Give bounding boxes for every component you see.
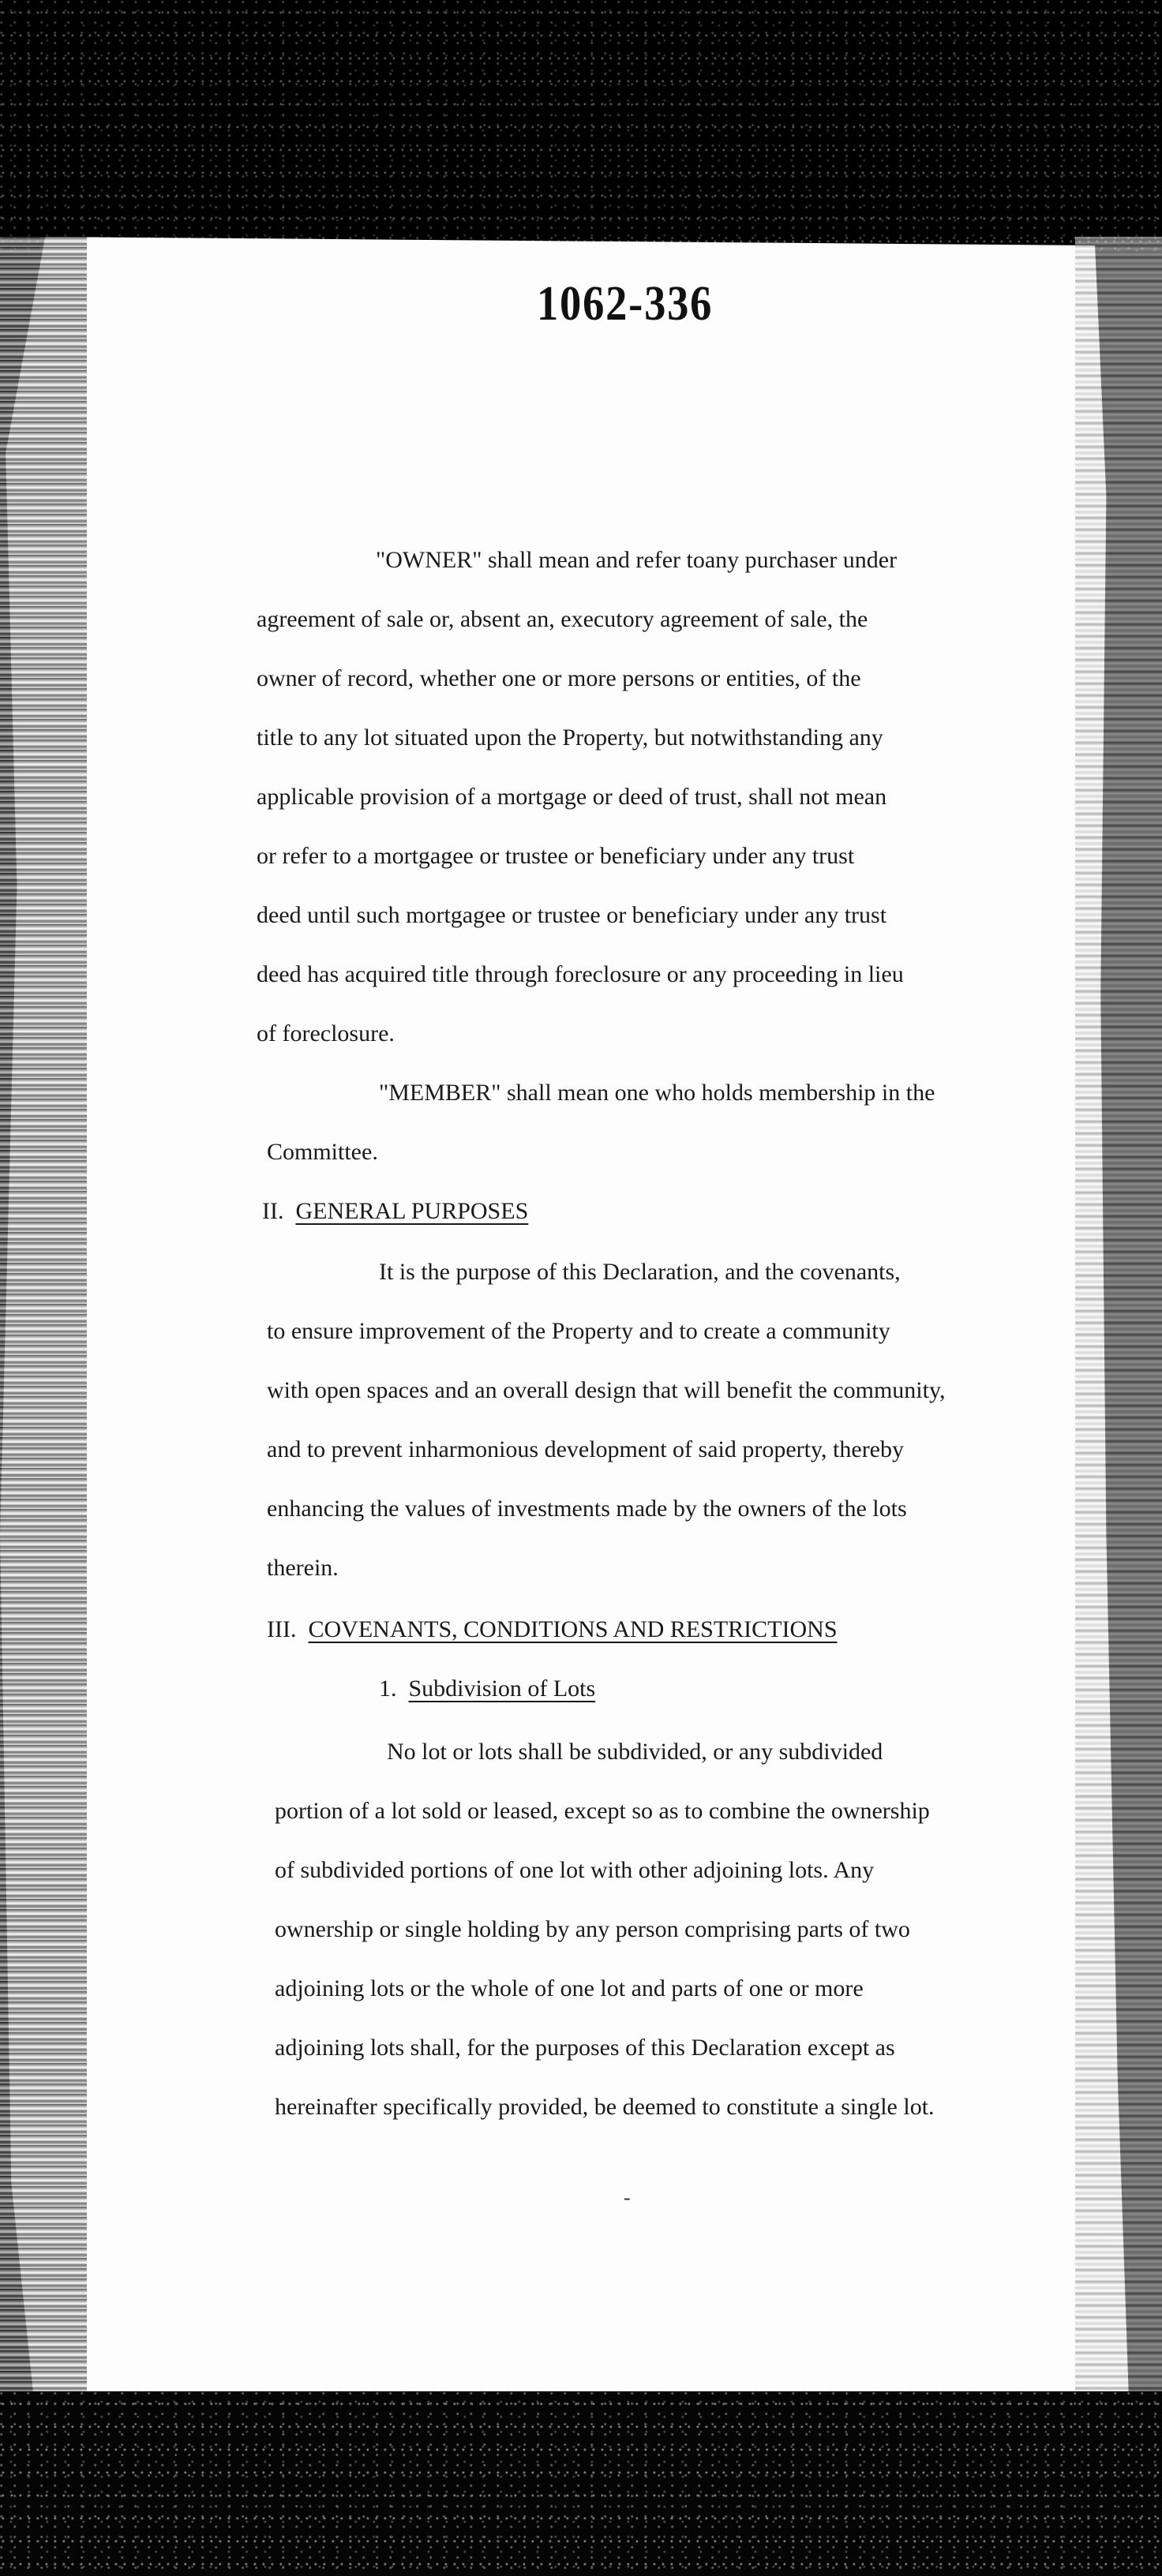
member-definition-line: "MEMBER" shall mean one who holds membership in the xyxy=(379,1080,935,1106)
general-purposes-line: to ensure improvement of the Property and to create a community xyxy=(267,1318,890,1344)
scan-noise-bottom xyxy=(0,2391,1162,2576)
owner-definition-line: deed until such mortgagee or trustee or beneficiary under any trust xyxy=(257,902,887,928)
subdivision-line: of subdivided portions of one lot with other adjoining lots. Any xyxy=(275,1857,875,1883)
footer-mark: - xyxy=(624,2186,631,2209)
section-number: II. xyxy=(262,1198,284,1224)
general-purposes-line: enhancing the values of investments made by the owners of the lots xyxy=(267,1496,907,1522)
section-title: COVENANTS, CONDITIONS AND RESTRICTIONS xyxy=(308,1616,838,1642)
section-heading-covenants xyxy=(267,1618,838,1642)
scan-left-edge xyxy=(0,237,87,2399)
member-definition-line: Committee. xyxy=(267,1139,378,1165)
section-heading-general-purposes xyxy=(262,1200,528,1223)
scan-right-edge xyxy=(1075,237,1162,2399)
owner-definition-line: title to any lot situated upon the Property, but notwithstanding any xyxy=(257,724,883,751)
section-number: III. xyxy=(267,1616,297,1642)
subdivision-line: ownership or single holding by any person comprising parts of two xyxy=(275,1916,910,1942)
owner-definition-line: "OWNER" shall mean and refer toany purchaser under xyxy=(376,547,898,573)
scan-noise-top xyxy=(0,0,1162,253)
subsection-heading-subdivision xyxy=(379,1677,595,1701)
subdivision-line: adjoining lots shall, for the purposes of this Declaration except as xyxy=(275,2035,895,2061)
subdivision-line: hereinafter specifically provided, be deemed to constitute a single lot. xyxy=(275,2094,935,2120)
general-purposes-line: therein. xyxy=(267,1555,339,1581)
page-number: 1062-336 xyxy=(537,277,714,331)
owner-definition-line: owner of record, whether one or more persons or entities, of the xyxy=(257,665,861,691)
owner-definition-line: deed has acquired title through foreclosure or any proceeding in lieu xyxy=(257,961,904,987)
general-purposes-line: and to prevent inharmonious development of said property, thereby xyxy=(267,1436,904,1462)
subsection-number: 1. xyxy=(379,1676,397,1702)
subdivision-line: adjoining lots or the whole of one lot and parts of one or more xyxy=(275,1975,864,2001)
owner-definition-line: or refer to a mortgagee or trustee or beneficiary under any trust xyxy=(257,843,855,869)
owner-definition-line: applicable provision of a mortgage or deed of trust, shall not mean xyxy=(257,784,887,810)
owner-definition-line: agreement of sale or, absent an, executory agreement of sale, the xyxy=(257,606,868,632)
owner-definition-line: of foreclosure. xyxy=(257,1020,395,1046)
general-purposes-line: It is the purpose of this Declaration, and the covenants, xyxy=(379,1259,901,1285)
section-title: GENERAL PURPOSES xyxy=(295,1198,529,1224)
subdivision-line: portion of a lot sold or leased, except so as to combine the ownership xyxy=(275,1798,930,1824)
subsection-title: Subdivision of Lots xyxy=(408,1676,596,1702)
subdivision-line: No lot or lots shall be subdivided, or any subdivided xyxy=(387,1739,883,1765)
general-purposes-line: with open spaces and an overall design that will benefit the community, xyxy=(267,1377,946,1403)
